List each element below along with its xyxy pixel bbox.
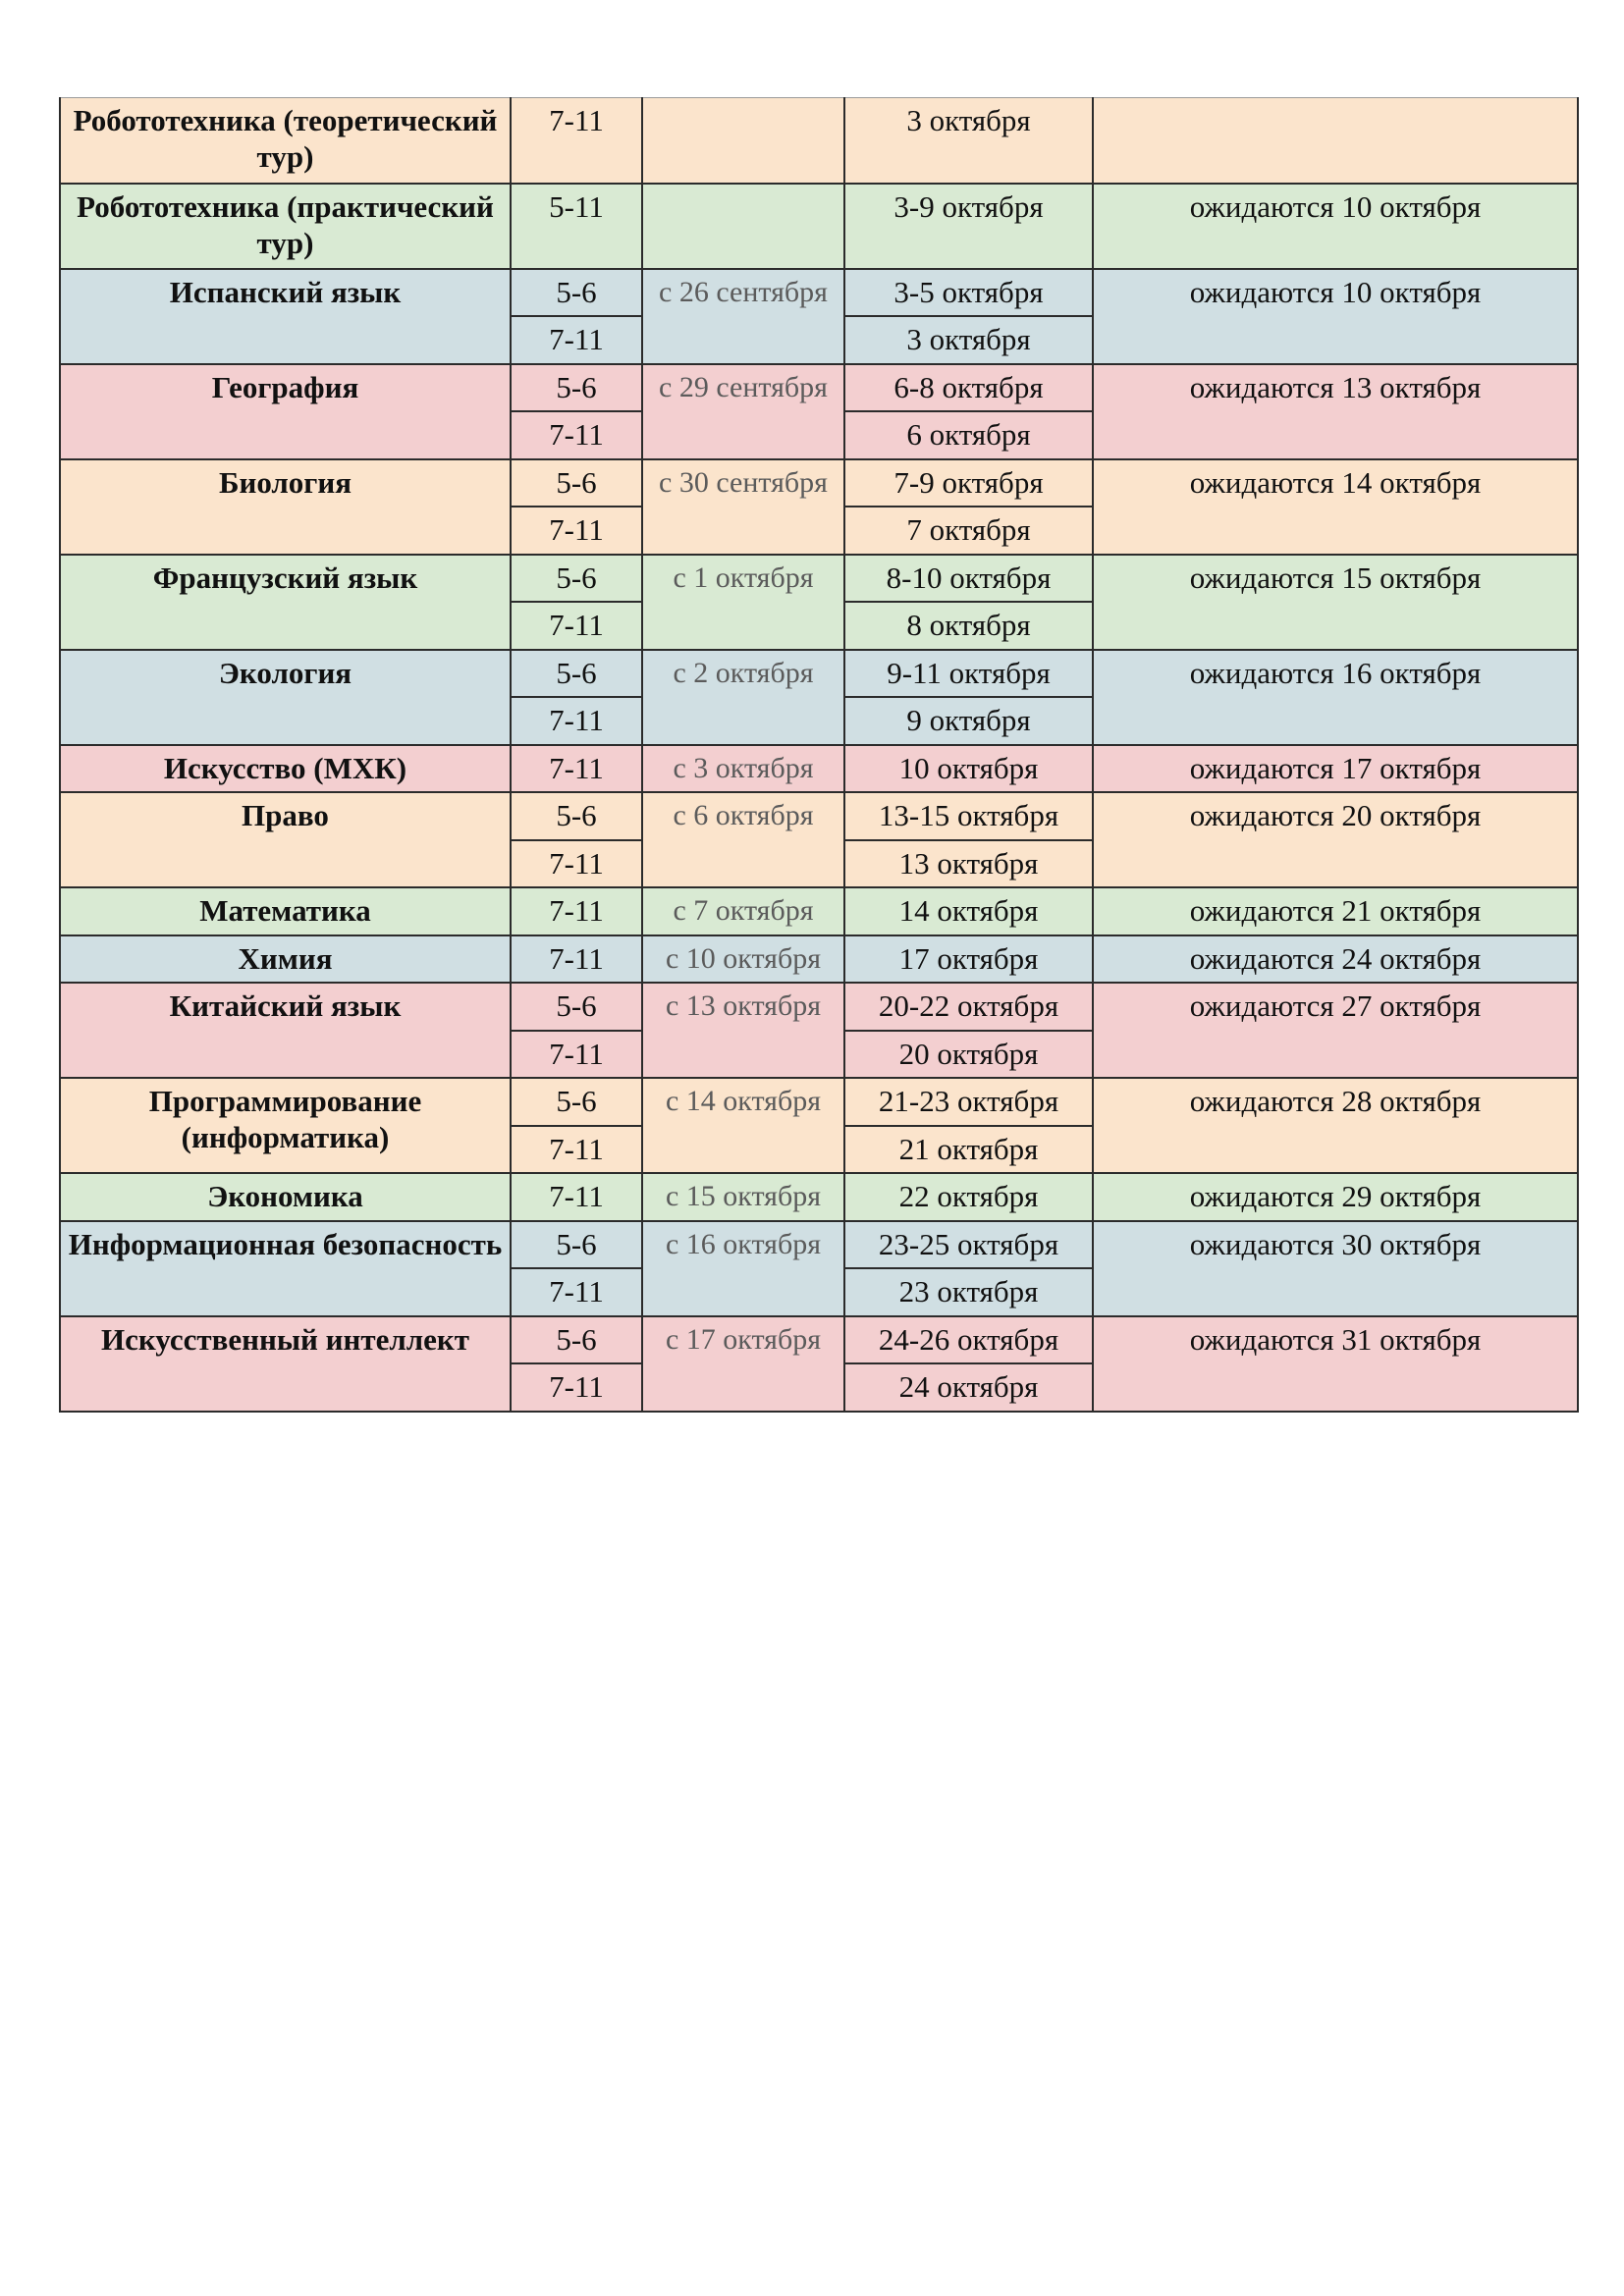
dates-cell: 13-15 октября — [844, 792, 1093, 840]
results-cell: ожидаются 13 октября — [1093, 364, 1578, 459]
dates-cell: 3 октября — [844, 98, 1093, 184]
grades-cell: 7-11 — [511, 1173, 642, 1221]
table-row — [60, 269, 1578, 317]
subject-cell: Экономика — [60, 1173, 511, 1221]
dates-cell: 23-25 октября — [844, 1221, 1093, 1269]
grades-cell: 5-6 — [511, 459, 642, 507]
table-row — [60, 555, 1578, 603]
results-cell: ожидаются 20 октября — [1093, 792, 1578, 887]
table-row — [60, 745, 1578, 793]
dates-cell: 6 октября — [844, 411, 1093, 459]
dates-cell: 8 октября — [844, 602, 1093, 650]
table-row — [60, 792, 1578, 840]
registration-cell: с 16 октября — [642, 1221, 844, 1316]
registration-cell: с 30 сентября — [642, 459, 844, 555]
grades-cell: 7-11 — [511, 316, 642, 364]
table-row — [60, 983, 1578, 1031]
results-cell: ожидаются 31 октября — [1093, 1316, 1578, 1412]
olympiad-schedule-table — [59, 97, 1579, 1413]
registration-cell: с 1 октября — [642, 555, 844, 650]
dates-cell: 20-22 октября — [844, 983, 1093, 1031]
subject-cell: Искусство (МХК) — [60, 745, 511, 793]
dates-cell: 9-11 октября — [844, 650, 1093, 698]
registration-cell: с 10 октября — [642, 935, 844, 984]
grades-cell: 7-11 — [511, 887, 642, 935]
results-cell: ожидаются 30 октября — [1093, 1221, 1578, 1316]
subject-cell: Китайский язык — [60, 983, 511, 1078]
grades-cell: 5-6 — [511, 792, 642, 840]
dates-cell: 6-8 октября — [844, 364, 1093, 412]
grades-cell: 7-11 — [511, 935, 642, 984]
grades-cell: 7-11 — [511, 1126, 642, 1174]
grades-cell: 5-6 — [511, 1221, 642, 1269]
grades-cell: 7-11 — [511, 411, 642, 459]
grades-cell: 7-11 — [511, 602, 642, 650]
subject-cell: Программирование (информатика) — [60, 1078, 511, 1173]
dates-cell: 24-26 октября — [844, 1316, 1093, 1364]
grades-cell: 5-11 — [511, 184, 642, 269]
results-cell: ожидаются 21 октября — [1093, 887, 1578, 935]
registration-cell: с 14 октября — [642, 1078, 844, 1173]
subject-cell: Биология — [60, 459, 511, 555]
grades-cell: 5-6 — [511, 650, 642, 698]
grades-cell: 5-6 — [511, 1078, 642, 1126]
dates-cell: 20 октября — [844, 1031, 1093, 1079]
subject-cell: Информационная безопасность — [60, 1221, 511, 1316]
registration-cell — [642, 98, 844, 184]
dates-cell: 21-23 октября — [844, 1078, 1093, 1126]
dates-cell: 3 октября — [844, 316, 1093, 364]
dates-cell: 7-9 октября — [844, 459, 1093, 507]
dates-cell: 17 октября — [844, 935, 1093, 984]
registration-cell: с 15 октября — [642, 1173, 844, 1221]
grades-cell: 7-11 — [511, 697, 642, 745]
subject-cell: Искусственный интеллект — [60, 1316, 511, 1412]
subject-cell: География — [60, 364, 511, 459]
grades-cell: 7-11 — [511, 840, 642, 888]
subject-cell: Химия — [60, 935, 511, 984]
subject-cell: Математика — [60, 887, 511, 935]
dates-cell: 9 октября — [844, 697, 1093, 745]
grades-cell: 5-6 — [511, 364, 642, 412]
grades-cell: 7-11 — [511, 1031, 642, 1079]
table-row — [60, 650, 1578, 698]
registration-cell: с 17 октября — [642, 1316, 844, 1412]
dates-cell: 13 октября — [844, 840, 1093, 888]
grades-cell: 7-11 — [511, 745, 642, 793]
results-cell: ожидаются 27 октября — [1093, 983, 1578, 1078]
subject-cell: Право — [60, 792, 511, 887]
dates-cell: 24 октября — [844, 1363, 1093, 1412]
subject-cell: Экология — [60, 650, 511, 745]
grades-cell: 5-6 — [511, 555, 642, 603]
registration-cell: с 13 октября — [642, 983, 844, 1078]
results-cell: ожидаются 17 октября — [1093, 745, 1578, 793]
grades-cell: 7-11 — [511, 98, 642, 184]
grades-cell: 5-6 — [511, 983, 642, 1031]
table-row — [60, 98, 1578, 184]
dates-cell: 14 октября — [844, 887, 1093, 935]
dates-cell: 21 октября — [844, 1126, 1093, 1174]
registration-cell: с 6 октября — [642, 792, 844, 887]
dates-cell: 10 октября — [844, 745, 1093, 793]
dates-cell: 23 октября — [844, 1268, 1093, 1316]
subject-cell: Испанский язык — [60, 269, 511, 364]
results-cell: ожидаются 16 октября — [1093, 650, 1578, 745]
table-row — [60, 1221, 1578, 1269]
dates-cell: 7 октября — [844, 507, 1093, 555]
table-row — [60, 1078, 1578, 1126]
grades-cell: 7-11 — [511, 1268, 642, 1316]
subject-cell: Робототехника (практический тур) — [60, 184, 511, 269]
results-cell — [1093, 98, 1578, 184]
results-cell: ожидаются 10 октября — [1093, 184, 1578, 269]
registration-cell: с 29 сентября — [642, 364, 844, 459]
results-cell: ожидаются 15 октября — [1093, 555, 1578, 650]
table-row — [60, 1316, 1578, 1364]
dates-cell: 3-9 октября — [844, 184, 1093, 269]
dates-cell: 3-5 октября — [844, 269, 1093, 317]
dates-cell: 22 октября — [844, 1173, 1093, 1221]
grades-cell: 7-11 — [511, 1363, 642, 1412]
table-row — [60, 184, 1578, 269]
registration-cell: с 2 октября — [642, 650, 844, 745]
table-row — [60, 364, 1578, 412]
grades-cell: 5-6 — [511, 1316, 642, 1364]
table-row — [60, 1173, 1578, 1221]
subject-cell: Французский язык — [60, 555, 511, 650]
table-row — [60, 935, 1578, 984]
grades-cell: 7-11 — [511, 507, 642, 555]
results-cell: ожидаются 14 октября — [1093, 459, 1578, 555]
results-cell: ожидаются 29 октября — [1093, 1173, 1578, 1221]
results-cell: ожидаются 28 октября — [1093, 1078, 1578, 1173]
grades-cell: 5-6 — [511, 269, 642, 317]
table-row — [60, 459, 1578, 507]
subject-cell: Робототехника (теоретический тур) — [60, 98, 511, 184]
registration-cell: с 7 октября — [642, 887, 844, 935]
registration-cell: с 26 сентября — [642, 269, 844, 364]
results-cell: ожидаются 10 октября — [1093, 269, 1578, 364]
registration-cell — [642, 184, 844, 269]
results-cell: ожидаются 24 октября — [1093, 935, 1578, 984]
table-row — [60, 887, 1578, 935]
dates-cell: 8-10 октября — [844, 555, 1093, 603]
registration-cell: с 3 октября — [642, 745, 844, 793]
